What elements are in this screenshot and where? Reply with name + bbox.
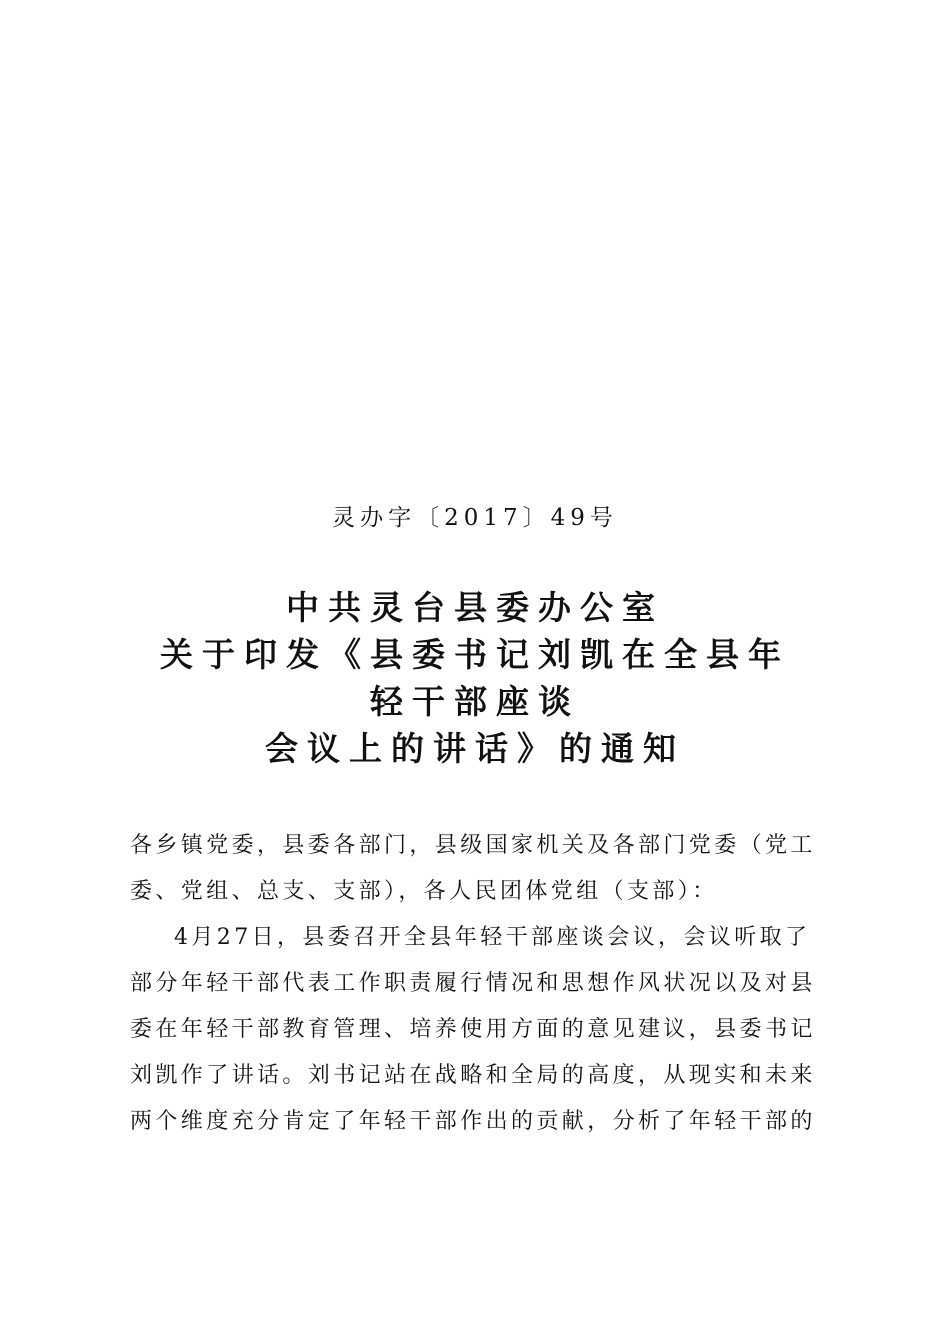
document-body	[130, 823, 835, 1145]
paragraph-line-3: 委在年轻干部教育管理、培养使用方面的意见建议，县委书记	[130, 1017, 816, 1042]
addressee-line-1: 各乡镇党委，县委各部门，县级国家机关及各部门党委（党工	[130, 833, 816, 858]
document-title	[100, 584, 850, 772]
addressee-line-2: 委、党组、总支、支部），各人民团体党组（支部）：	[130, 879, 718, 904]
title-line-4: 会议上的讲话》的通知	[265, 729, 685, 768]
paragraph-line-1: 4月27日，县委召开全县年轻干部座谈会议，会议听取了	[174, 925, 811, 950]
title-line-2: 关于印发《县委书记刘凯在全县年	[160, 635, 790, 674]
paragraph-line-2: 部分年轻干部代表工作职责履行情况和思想作风状况以及对县	[130, 971, 816, 996]
title-line-3: 轻干部座谈	[370, 682, 580, 721]
paragraph-line-5: 两个维度充分肯定了年轻干部作出的贡献，分析了年轻干部的	[130, 1109, 816, 1134]
title-line-1: 中共灵台县委办公室	[286, 588, 664, 627]
paragraph-line-4: 刘凯作了讲话。刘书记站在战略和全局的高度，从现实和未来	[130, 1063, 816, 1088]
document-number: 灵办字〔2017〕49号	[332, 505, 618, 531]
